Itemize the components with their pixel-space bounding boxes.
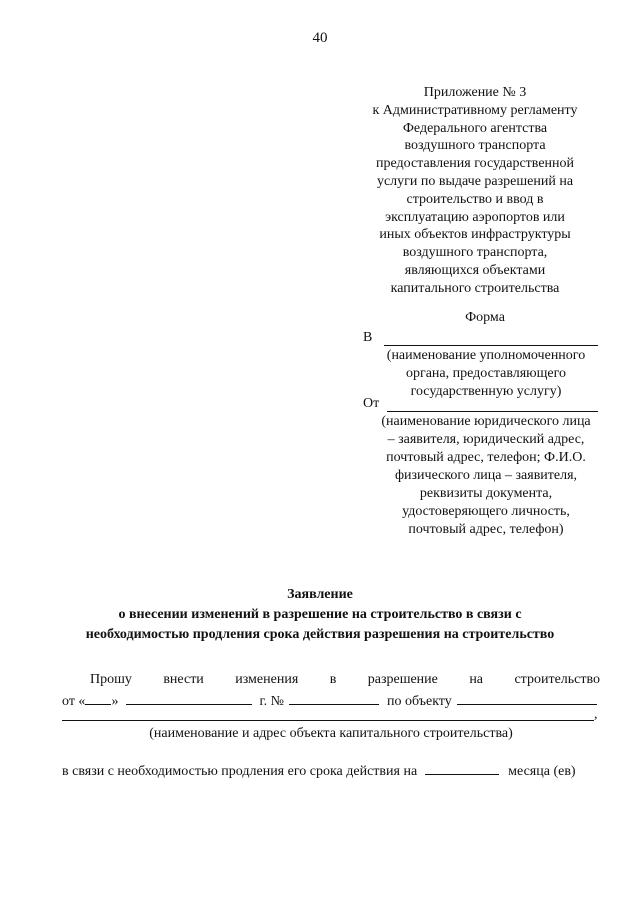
extension-prefix: в связи с необходимостью продления его срока действия на xyxy=(62,764,418,779)
request-word: в xyxy=(329,672,337,687)
to-caption-line: государственную услугу) xyxy=(410,384,562,399)
form-label: Форма xyxy=(465,310,505,325)
extension-suffix: месяца (ев) xyxy=(508,764,576,779)
appendix-line: воздушного транспорта xyxy=(404,138,546,154)
title-heading: Заявление xyxy=(287,587,353,602)
request-line xyxy=(90,672,600,688)
from-caption-line: удостоверяющего личность, xyxy=(402,504,570,519)
appendix-header xyxy=(348,84,602,298)
request-word: на xyxy=(469,672,484,687)
object-label: по объекту xyxy=(386,694,452,709)
object-caption: (наименование и адрес объекта капитального строительства) xyxy=(149,726,513,741)
appendix-line: иных объектов инфраструктуры xyxy=(379,227,571,243)
to-prefix: В xyxy=(363,330,373,345)
request-word: Прошу xyxy=(90,672,132,687)
to-blank[interactable] xyxy=(384,330,598,346)
request-word: внести xyxy=(163,672,204,687)
from-blank[interactable] xyxy=(387,396,598,412)
to-field xyxy=(363,330,598,346)
appendix-line: предоставления государственной xyxy=(375,156,575,172)
permit-details-line xyxy=(62,690,600,710)
request-word: изменения xyxy=(235,672,299,687)
appendix-line: капитального строительства xyxy=(390,280,560,296)
from-prefix: От xyxy=(363,396,380,411)
title-line: необходимостью продления срока действия разрешения на строительство xyxy=(85,627,555,642)
statement-title xyxy=(0,585,640,645)
from-caption-line: – заявителя, юридический адрес, xyxy=(387,432,585,447)
appendix-line: являющихся объектами xyxy=(404,262,546,278)
month-blank[interactable] xyxy=(126,690,252,705)
day-blank[interactable] xyxy=(85,690,111,705)
page-number: 40 xyxy=(312,30,328,46)
year-number-label: г. № xyxy=(259,694,284,709)
appendix-line: строительство и ввод в xyxy=(406,191,544,207)
to-caption-line: органа, предоставляющего xyxy=(405,366,567,381)
appendix-line: услуги по выдаче разрешений на xyxy=(376,173,574,189)
title-line: о внесении изменений в разрешение на строительство в связи с xyxy=(118,607,522,622)
object-blank[interactable] xyxy=(457,690,597,705)
from-field xyxy=(363,396,598,412)
from-caption-line: реквизиты документа, xyxy=(419,486,553,501)
appendix-line: к Административному регламенту xyxy=(372,102,578,118)
appendix-line: воздушного транспорта, xyxy=(402,245,548,261)
from-caption-line: почтовый адрес, телефон) xyxy=(408,522,564,537)
appendix-line: эксплуатацию аэропортов или xyxy=(385,209,565,225)
to-caption-line: (наименование уполномоченного xyxy=(386,348,586,363)
object-address-blank[interactable] xyxy=(62,720,594,721)
months-blank[interactable] xyxy=(425,760,499,775)
from-caption-line: почтовый адрес, телефон; Ф.И.О. xyxy=(386,450,586,465)
to-caption xyxy=(362,347,610,401)
from-caption-line: физического лица – заявителя, xyxy=(394,468,578,483)
extension-line xyxy=(62,760,600,780)
request-word: строительство xyxy=(514,672,600,687)
appendix-line: Федерального агентства xyxy=(402,120,548,136)
appendix-line: Приложение № 3 xyxy=(423,85,527,100)
date-close-quote: » xyxy=(111,694,119,709)
permit-number-blank[interactable] xyxy=(289,690,379,705)
from-caption xyxy=(362,413,610,539)
request-word: разрешение xyxy=(367,672,438,687)
comma: , xyxy=(594,707,598,722)
date-open-label: от « xyxy=(62,694,86,709)
from-caption-line: (наименование юридического лица xyxy=(381,414,591,429)
